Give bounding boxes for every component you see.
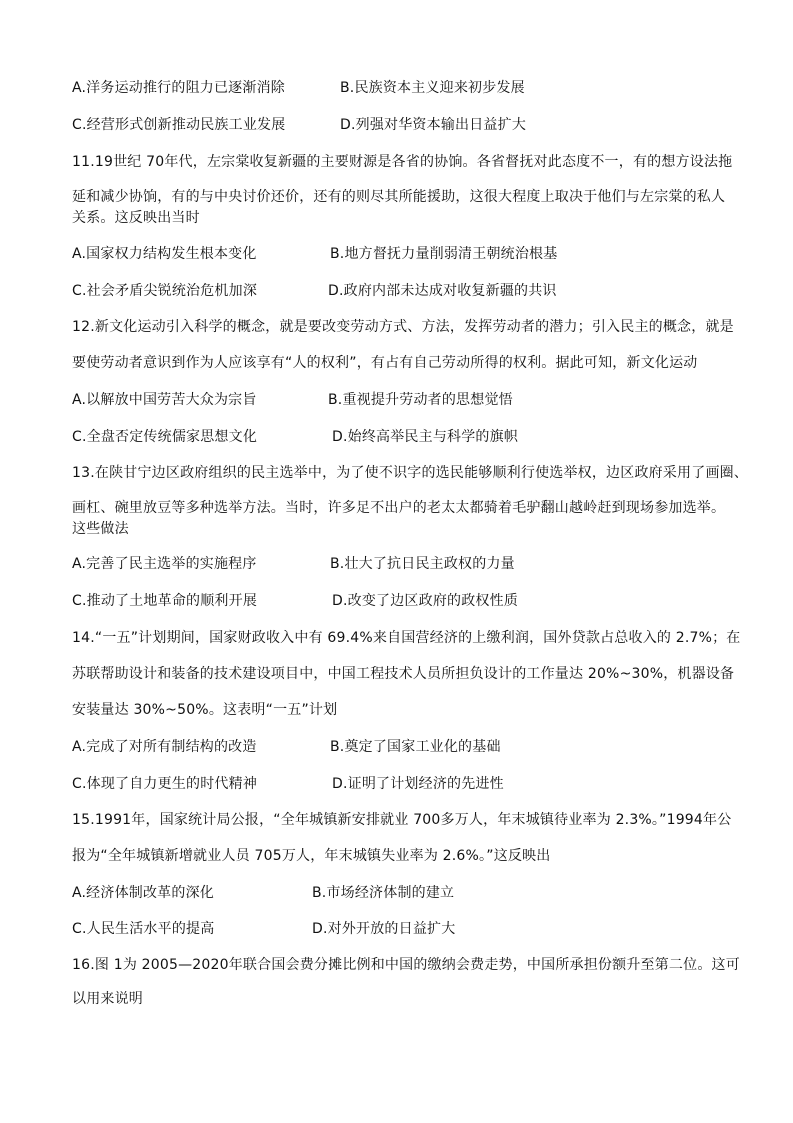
q13-stem-line-2: 画杠、碗里放豆等多种选举方法。当时，许多足不出户的老太太都骑着毛驴翻山越岭赶到现场参加选举。 [72, 500, 726, 516]
q14-option-b[interactable]: B.奠定了国家工业化的基础 [330, 739, 501, 755]
q14-option-c[interactable]: C.体现了自力更生的时代精神 [72, 776, 258, 792]
q12-option-a[interactable]: A.以解放中国劳苦大众为宗旨 [72, 392, 257, 408]
q14-stem-line-1: 14.“一五”计划期间，国家财政收入中有 69.4%来自国营经济的上缴利润，国外贷款占总收入的 2.7%；在 [72, 630, 741, 646]
q13-stem-line-3: 这些做法 [72, 521, 129, 537]
q16-stem-line-1: 16.图 1为 2005—2020年联合国会费分摊比例和中国的缴纳会费走势，中国所承担份额升至第二位。这可 [72, 957, 740, 973]
q14-option-d[interactable]: D.证明了计划经济的先进性 [332, 776, 504, 792]
q14-stem-line-2: 苏联帮助设计和装备的技术建设项目中，中国工程技术人员所担负设计的工作量达 20%~30%，机器设备 [72, 666, 735, 682]
q12-option-b[interactable]: B.重视提升劳动者的思想觉悟 [328, 392, 513, 408]
q14-stem-line-3: 安装量达 30%~50%。这表明“一五”计划 [72, 702, 338, 718]
q12-stem-line-1: 12.新文化运动引入科学的概念，就是要改变劳动方式、方法，发挥劳动者的潜力；引入民主的概念，就是 [72, 319, 734, 335]
q15-option-b[interactable]: B.市场经济体制的建立 [312, 885, 455, 901]
q12-option-d[interactable]: D.始终高举民主与科学的旗帜 [332, 429, 519, 445]
q10-option-a[interactable]: A.洋务运动推行的阻力已逐渐消除 [72, 80, 285, 96]
q12-stem-line-2: 要使劳动者意识到作为人应该享有“人的权利”，有占有自己劳动所得的权利。据此可知，新文化运动 [72, 355, 698, 371]
q11-stem-line-1: 11.19世纪 70年代，左宗棠收复新疆的主要财源是各省的协饷。各省督抚对此态度不一，有的想方设法拖 [72, 154, 733, 170]
q11-stem-line-3: 关系。这反映出当时 [72, 210, 200, 226]
q10-option-c[interactable]: C.经营形式创新推动民族工业发展 [72, 117, 286, 133]
q15-stem-line-1: 15.1991年，国家统计局公报，“全年城镇新安排就业 700多万人，年末城镇待业率为 2.3%。”1994年公 [72, 812, 732, 828]
q10-option-b[interactable]: B.民族资本主义迎来初步发展 [340, 80, 525, 96]
q13-option-a[interactable]: A.完善了民主选举的实施程序 [72, 556, 257, 572]
q11-option-d[interactable]: D.政府内部未达成对收复新疆的共识 [328, 283, 557, 299]
q11-option-a[interactable]: A.国家权力结构发生根本变化 [72, 246, 257, 262]
q13-option-d[interactable]: D.改变了边区政府的政权性质 [332, 593, 519, 609]
q13-stem-line-1: 13.在陕甘宁边区政府组织的民主选举中，为了使不识字的选民能够顺利行使选举权，边区政府采用了画圈、 [72, 465, 749, 481]
q12-option-c[interactable]: C.全盘否定传统儒家思想文化 [72, 429, 258, 445]
q15-option-d[interactable]: D.对外开放的日益扩大 [312, 921, 456, 937]
q10-option-d[interactable]: D.列强对华资本输出日益扩大 [340, 117, 527, 133]
q16-stem-line-2: 以用来说明 [72, 991, 143, 1007]
q15-option-c[interactable]: C.人民生活水平的提高 [72, 921, 215, 937]
q11-stem-line-2: 延和减少协饷，有的与中央讨价还价，还有的则尽其所能援助，这很大程度上取决于他们与左宗棠的私人 [72, 189, 726, 205]
q15-option-a[interactable]: A.经济体制改革的深化 [72, 885, 214, 901]
q15-stem-line-2: 报为“全年城镇新增就业人员 705万人，年末城镇失业率为 2.6%。”这反映出 [72, 848, 551, 864]
q14-option-a[interactable]: A.完成了对所有制结构的改造 [72, 739, 257, 755]
q13-option-b[interactable]: B.壮大了抗日民主政权的力量 [330, 556, 515, 572]
q11-option-b[interactable]: B.地方督抚力量削弱清王朝统治根基 [330, 246, 558, 262]
q13-option-c[interactable]: C.推动了土地革命的顺利开展 [72, 593, 258, 609]
q11-option-c[interactable]: C.社会矛盾尖锐统治危机加深 [72, 283, 258, 299]
